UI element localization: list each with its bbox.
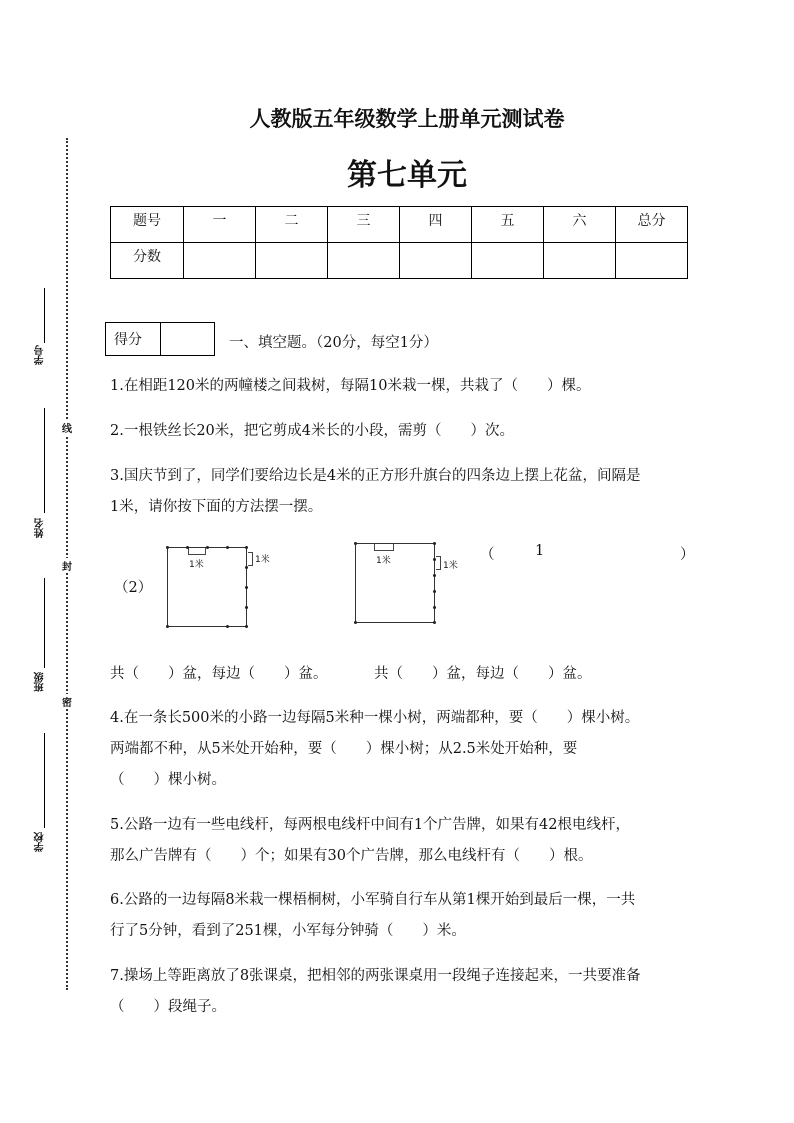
- question-3-line-1: 3.国庆节到了，同学们要给边长是4米的正方形升旗台的四条边上摆上花盆，间隔是: [110, 468, 641, 484]
- question-5-line-2: 那么广告牌有（ ）个；如果有30个广告牌，那么电线杆有（ ）根。: [110, 848, 593, 864]
- section-score-box: [105, 322, 215, 356]
- spacing-bracket: [374, 544, 394, 551]
- score-table-cell: 分数: [111, 243, 184, 279]
- square-platform: [167, 547, 247, 627]
- spacing-label: 1米: [376, 556, 391, 566]
- student-id-line: [44, 288, 45, 343]
- score-table-cell: 三: [328, 207, 400, 243]
- score-entry-cell[interactable]: [544, 243, 616, 279]
- score-table-header-row: [111, 207, 688, 243]
- question-5-line-1: 5.公路一边有一些电线杆，每两根电线杆中间有1个广告牌，如果有42根电线杆，: [110, 817, 631, 833]
- school-line: [44, 733, 45, 828]
- class-label: 班级: [35, 672, 46, 692]
- flowerpot-dot: [245, 625, 248, 628]
- question-3-answer-right: 共（ ）盆，每边（ ）盆。: [374, 666, 592, 682]
- class-line: [44, 578, 45, 668]
- score-table-cell: 总分: [616, 207, 688, 243]
- spacing-bracket: [188, 548, 206, 555]
- score-entry-cell[interactable]: [184, 243, 256, 279]
- seal-char-secret: 密: [62, 694, 72, 709]
- flowerpot-dot: [433, 574, 436, 577]
- score-table-cell: 一: [184, 207, 256, 243]
- question-4-line-3: （ ）棵小树。: [110, 772, 226, 788]
- flowerpot-dot: [433, 542, 436, 545]
- name-label: 姓名: [35, 518, 46, 538]
- question-6-line-2: 行了5分钟，看到了251棵，小军每分钟骑（ ）米。: [110, 923, 466, 939]
- flowerpot-dot: [354, 542, 357, 545]
- flowerpot-dot: [245, 606, 248, 609]
- section-score-label: 得分: [106, 323, 161, 355]
- spacing-label: 1米: [189, 560, 204, 570]
- flowerpot-dot: [226, 625, 229, 628]
- seal-char-seal: 封: [62, 558, 72, 573]
- flowerpot-dot: [186, 546, 189, 549]
- question-2: 2.一根铁丝长20米，把它剪成4米长的小段，需剪（ ）次。: [110, 423, 515, 439]
- flowerpot-dot: [245, 546, 248, 549]
- score-entry-cell[interactable]: [256, 243, 328, 279]
- spacing-label-side: 1米: [443, 561, 458, 571]
- score-table-cell: 二: [256, 207, 328, 243]
- square-platform: [355, 543, 435, 623]
- school-label: 学校: [35, 832, 46, 852]
- q3-right-num: 1: [535, 543, 545, 559]
- flowerpot-dot: [206, 546, 209, 549]
- score-entry-cell[interactable]: [472, 243, 544, 279]
- flowerpot-dot: [433, 621, 436, 624]
- question-7-line-2: （ ）段绳子。: [110, 999, 226, 1015]
- flowerpot-dot: [245, 566, 248, 569]
- flowerpot-dot: [166, 625, 169, 628]
- spacing-bracket-side: [248, 552, 253, 566]
- score-table-cell: 六: [544, 207, 616, 243]
- score-table-score-row: [111, 243, 688, 279]
- q3-left-label: （2）: [114, 580, 153, 596]
- flowerpot-dot: [226, 546, 229, 549]
- question-1: 1.在相距120米的两幢楼之间栽树，每隔10米栽一棵，共栽了（ ）棵。: [110, 378, 591, 394]
- spacing-bracket-side: [436, 556, 441, 570]
- flowerpot-dot: [354, 621, 357, 624]
- score-table-cell: 四: [400, 207, 472, 243]
- question-4-line-2: 两端都不种，从5米处开始种，要（ ）棵小树；从2.5米处开始种，要: [110, 741, 578, 757]
- seal-char-line: 线: [62, 420, 72, 435]
- question-3-line-2: 1米，请你按下面的方法摆一摆。: [110, 499, 323, 515]
- score-entry-cell[interactable]: [400, 243, 472, 279]
- flowerpot-dot: [166, 546, 169, 549]
- question-7-line-1: 7.操场上等距离放了8张课桌，把相邻的两张课桌用一段绳子连接起来，一共要准备: [110, 968, 641, 984]
- score-table-cell: 五: [472, 207, 544, 243]
- question-3-answer-left: 共（ ）盆，每边（ ）盆。: [110, 666, 328, 682]
- question-6-line-1: 6.公路的一边每隔8米栽一棵梧桐树，小军骑自行车从第1棵开始到最后一棵，一共: [110, 892, 636, 908]
- score-table: [110, 206, 688, 279]
- section-score-entry[interactable]: [161, 323, 214, 355]
- score-table-cell: 题号: [111, 207, 184, 243]
- flowerpot-dot: [433, 590, 436, 593]
- score-entry-cell[interactable]: [616, 243, 688, 279]
- flowerpot-dot: [245, 586, 248, 589]
- score-entry-cell[interactable]: [328, 243, 400, 279]
- q3-right-open: （: [480, 547, 495, 563]
- question-4-line-1: 4.在一条长500米的小路一边每隔5米种一棵小树，两端都种，要（ ）棵小树。: [110, 710, 640, 726]
- student-id-label: 学号: [35, 345, 46, 365]
- exam-subtitle: 人教版五年级数学上册单元测试卷: [249, 106, 565, 131]
- exam-title: 第七单元: [347, 158, 467, 193]
- q3-right-close: ）: [680, 547, 695, 563]
- name-line: [44, 408, 45, 513]
- section-title: 一、填空题。（20分，每空1分）: [229, 335, 438, 351]
- spacing-label-side: 1米: [255, 555, 270, 565]
- flowerpot-dot: [433, 558, 436, 561]
- flowerpot-diagram-left: [160, 540, 280, 635]
- flowerpot-dot: [433, 606, 436, 609]
- flowerpot-diagram-right: [348, 536, 468, 631]
